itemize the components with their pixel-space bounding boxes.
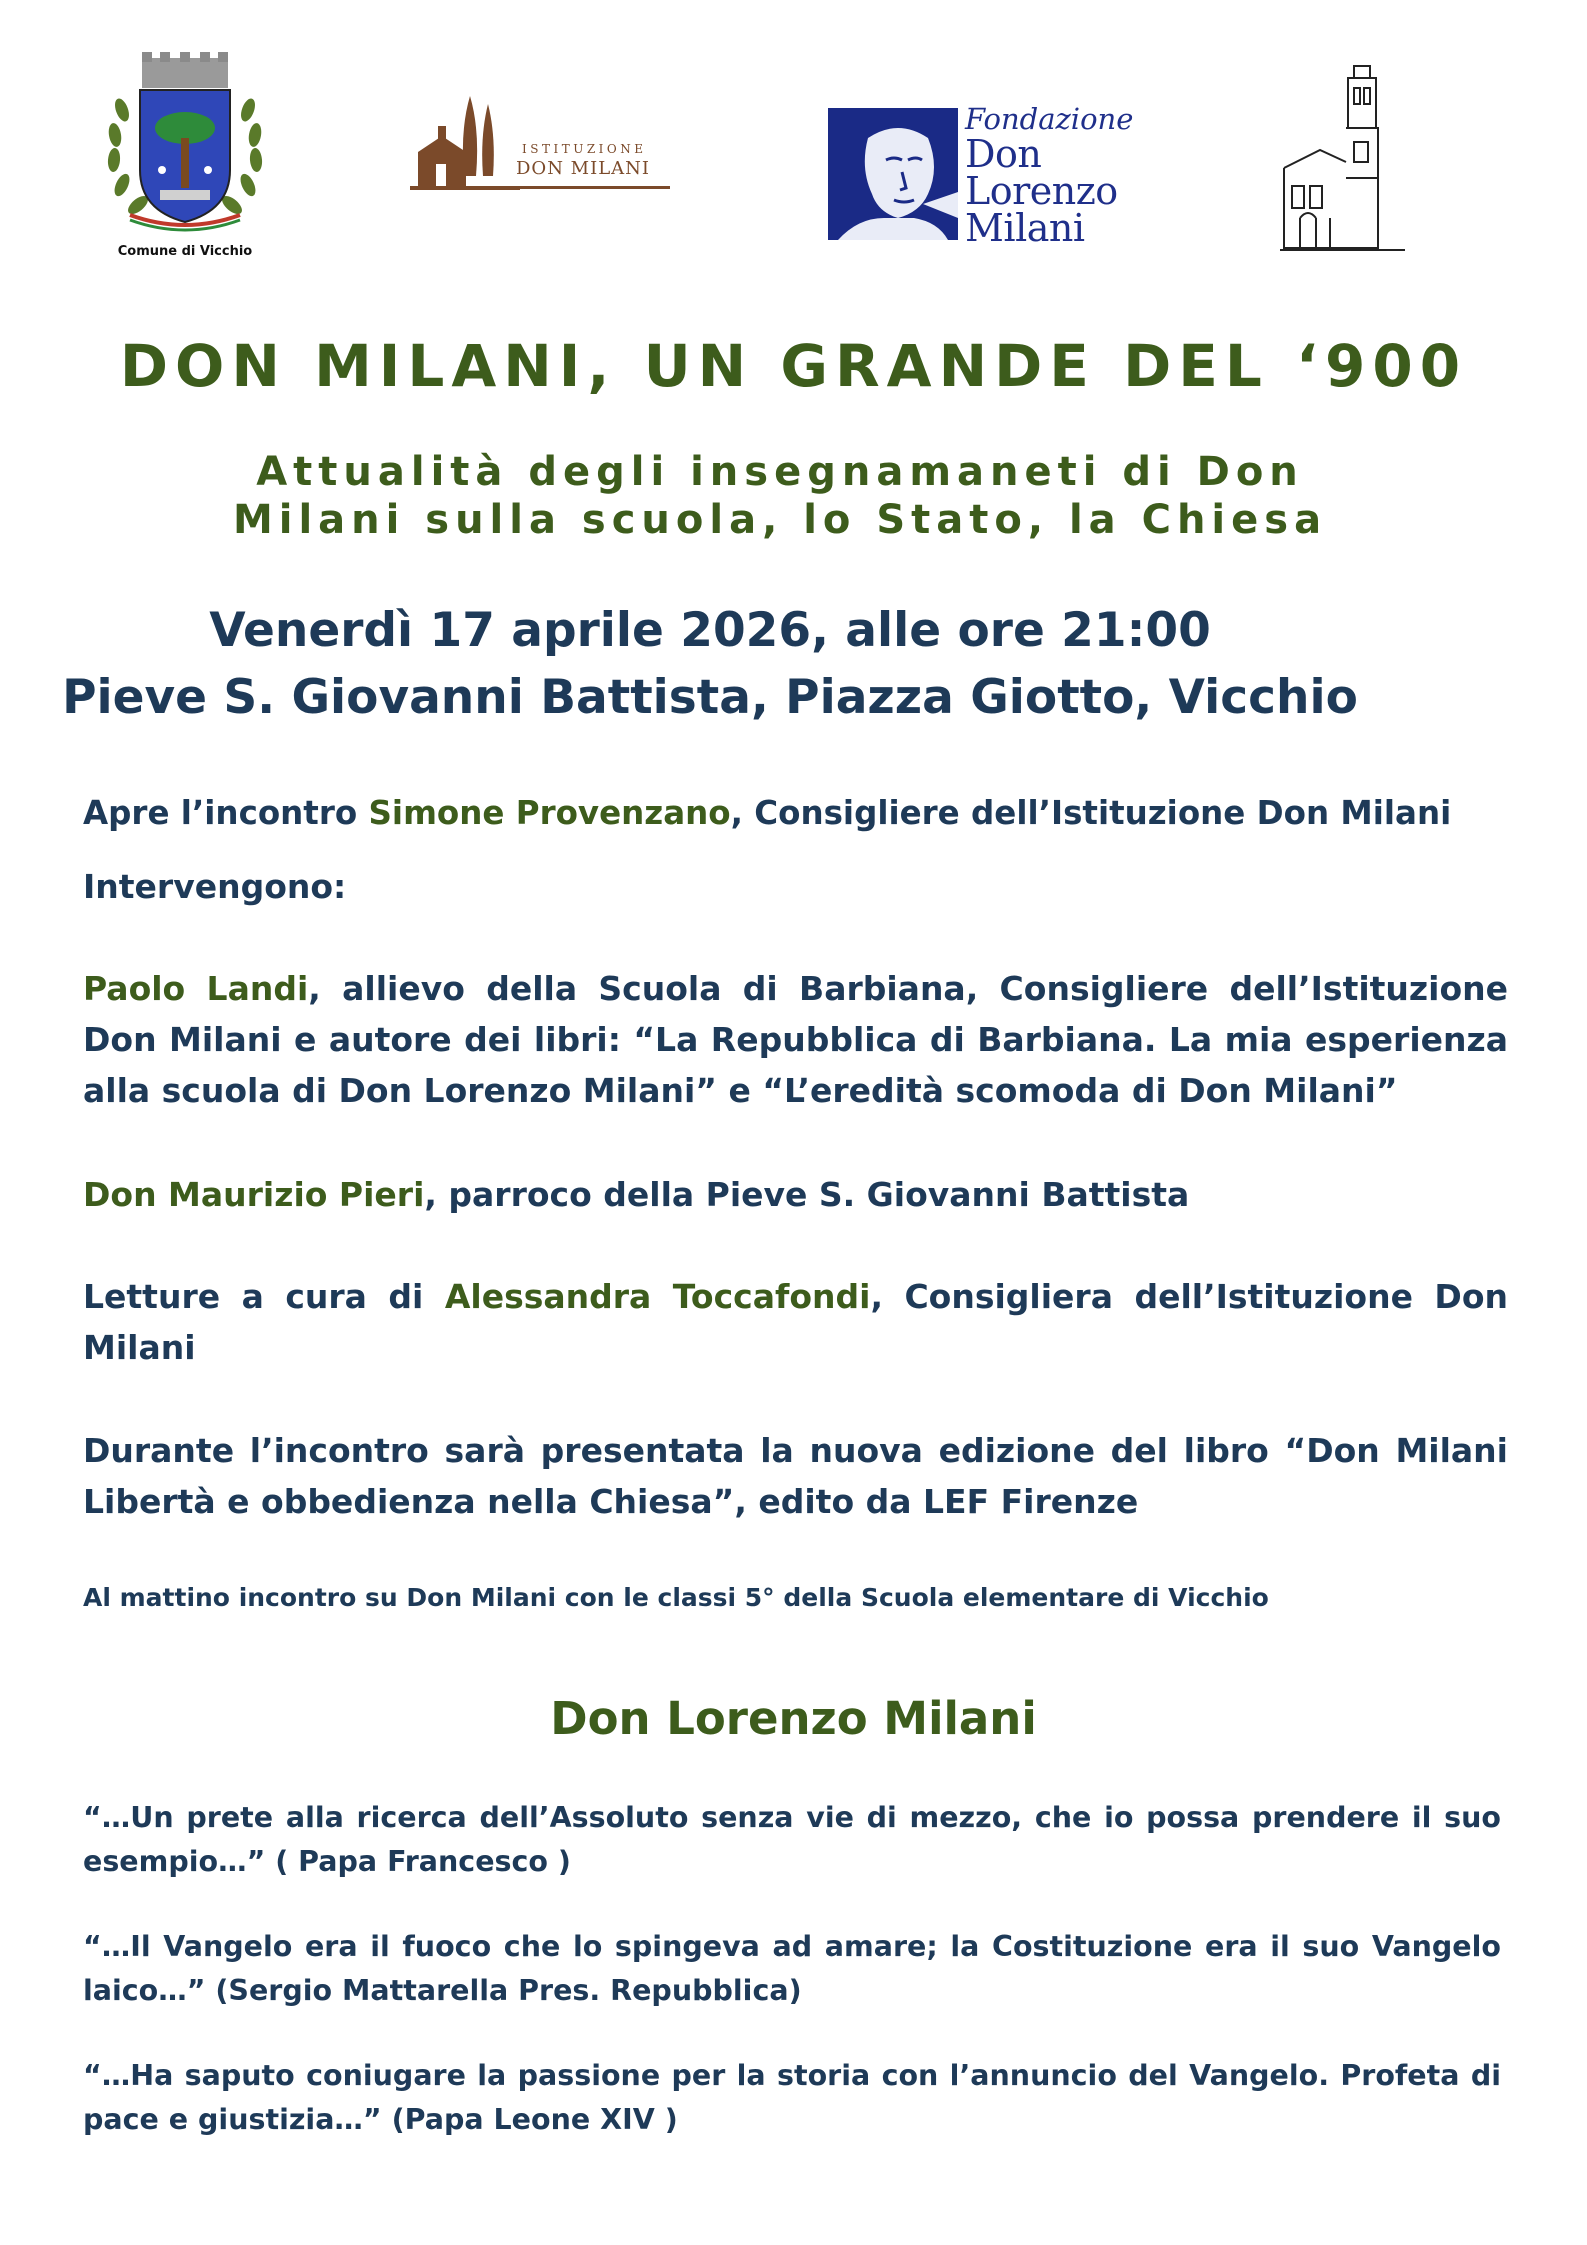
comune-vicchio-logo: [100, 50, 270, 265]
bell-tower-icon: [1280, 58, 1405, 253]
speaker-name-provenzano: Simone Provenzano: [368, 794, 731, 832]
speaker-pieri: [83, 1169, 1508, 1220]
subtitle-line-2: Milani sulla scuola, lo Stato, la Chiesa: [232, 497, 1328, 543]
event-title: DON MILANI, UN GRANDE DEL ‘900: [119, 332, 1468, 400]
morning-meeting-note: Al mattino incontro su Don Milani con le classi 5° della Scuola elementare di Vicchio: [83, 1583, 1269, 1612]
fondazione-line-3: Milani: [965, 206, 1085, 251]
fondazione-line-2: Lorenzo: [965, 169, 1118, 214]
reader-name-toccafondi: Alessandra Toccafondi: [444, 1277, 871, 1316]
speaker-landi: [83, 963, 1508, 1116]
section-title: Don Lorenzo Milani: [550, 1692, 1037, 1745]
letture-prefix: Letture a cura di: [83, 1277, 445, 1316]
event-subtitle: [0, 448, 1560, 544]
istituzione-underline: [510, 186, 670, 189]
church-cypress-icon: [410, 90, 520, 200]
comune-caption: Comune di Vicchio: [117, 244, 253, 259]
speaker-pieri-text: , parroco della Pieve S. Giovanni Battista: [424, 1175, 1190, 1214]
speaker-name-pieri: Don Maurizio Pieri: [83, 1175, 425, 1214]
speakers-heading: Intervengono:: [83, 867, 347, 906]
speaker-landi-text: , allievo della Scuola di Barbiana, Consigliere dell’Istituzione Don Milani e autore dei libri: “La Repubblica di Barbiana. La mia esperienza alla scuola di Don Lorenzo Milani” e “L’eredità scomoda di Don Milani”: [83, 969, 1508, 1110]
quote-papa-francesco: “…Un prete alla ricerca dell’Assoluto senza vie di mezzo, che io possa prendere il suo esempio…” ( Papa Francesco ): [83, 1801, 1501, 1878]
fondazione-line-1: Don: [965, 132, 1042, 176]
event-date: Venerdì 17 aprile 2026, alle ore 21:00: [209, 603, 1211, 658]
istituzione-big-text: DON MILANI: [516, 158, 651, 179]
istituzione-don-milani-logo: [410, 90, 670, 200]
quote-mattarella: “…Il Vangelo era il fuoco che lo spingeva ad amare; la Costituzione era il suo Vangelo laico…” (Sergio Mattarella Pres. Repubblica): [83, 1930, 1501, 2007]
readings: [83, 1271, 1508, 1373]
fondazione-small-text: Fondazione: [965, 102, 1134, 136]
fondazione-don-lorenzo-milani-logo: [828, 102, 1138, 251]
book-presentation: Durante l’incontro sarà presentata la nuova edizione del libro “Don Milani Libertà e obbedienza nella Chiesa”, edito da LEF Firenze: [83, 1431, 1508, 1521]
speaker-name-landi: Paolo Landi: [83, 969, 309, 1008]
event-location: Pieve S. Giovanni Battista, Piazza Giotto, Vicchio: [62, 670, 1358, 725]
letture-suffix: , Consigliera dell’Istituzione Don Milani: [83, 1277, 1508, 1367]
apre-suffix: , Consigliere dell’Istituzione Don Milani: [730, 794, 1452, 832]
istituzione-small-text: ISTITUZIONE: [522, 142, 647, 156]
subtitle-line-1: Attualità degli insegnamaneti di Don: [256, 449, 1304, 495]
don-milani-portrait-icon: [828, 108, 958, 240]
quote-papa-leone: “…Ha saputo coniugare la passione per la storia con l’annuncio del Vangelo. Profeta di pace e giustizia…” (Papa Leone XIV ): [83, 2059, 1501, 2136]
apre-prefix: Apre l’incontro: [83, 794, 369, 832]
opening-speaker: [83, 788, 1508, 839]
pieve-church-logo: [1280, 58, 1405, 253]
coat-of-arms-icon: [100, 50, 270, 240]
